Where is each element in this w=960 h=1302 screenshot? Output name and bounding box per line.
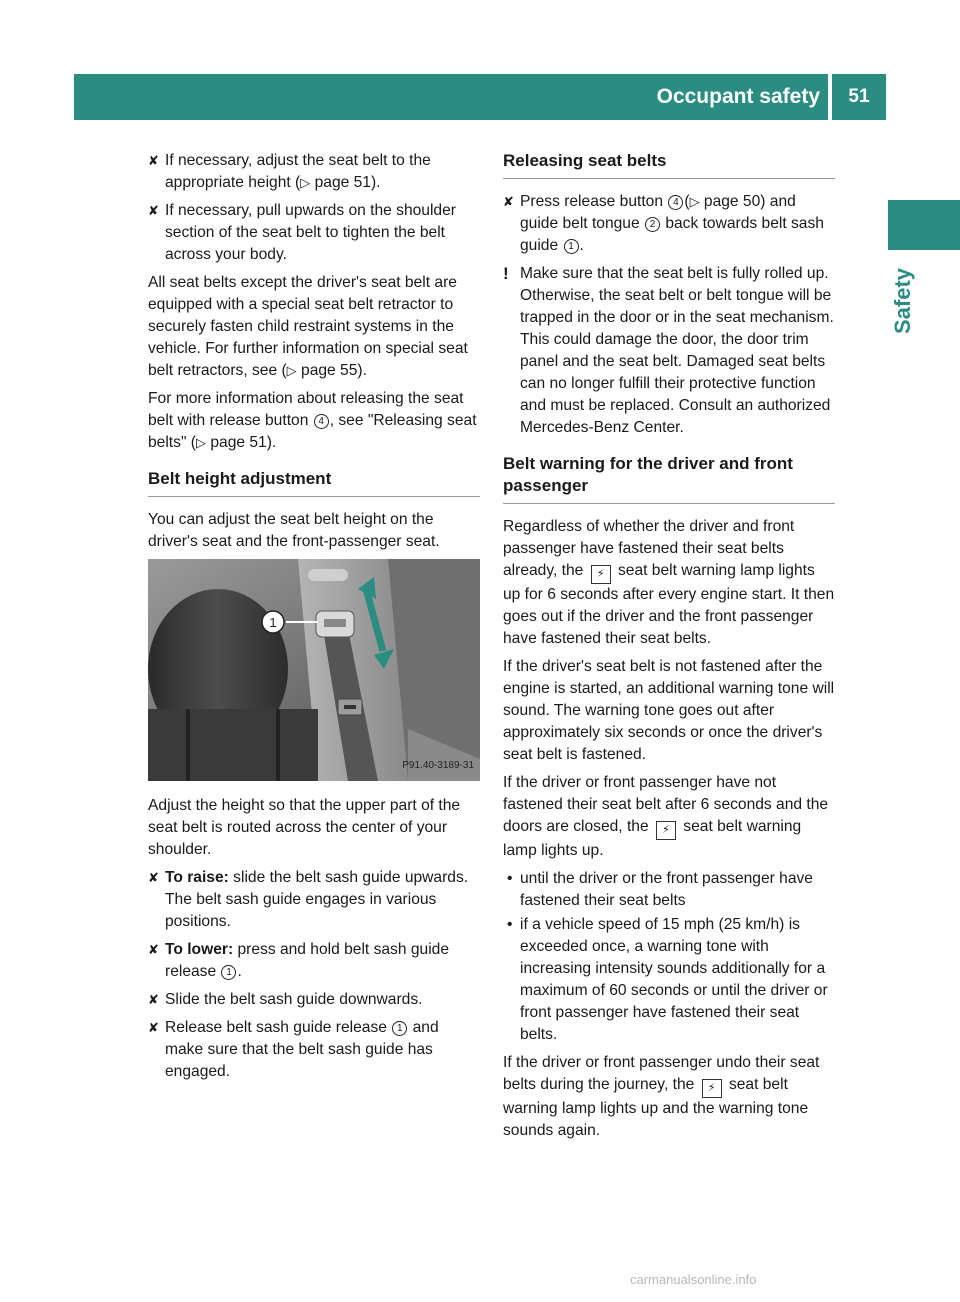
callout-number: 2 bbox=[645, 217, 660, 232]
callout-number: 1 bbox=[564, 239, 579, 254]
list-item: • if a vehicle speed of 15 mph (25 km/h) is exceeded once, a warning tone with increasing intensity sounds additionally for a maximum of 60 seconds or until the driver or front passenger have fastened their seat belts. bbox=[507, 916, 828, 1043]
paragraph: If the driver or front passenger have not fastened their seat belt after 6 seconds and the doors are closed, the ⚡ seat belt warning lamp lights up. bbox=[503, 774, 829, 859]
step-arrow-icon: ✘ bbox=[148, 1020, 159, 1035]
warning-icon: ! bbox=[503, 264, 509, 283]
footer-watermark: carmanualsonline.info bbox=[630, 1272, 757, 1287]
figure-callout-label: 1 bbox=[269, 615, 277, 630]
figure-code: P91.40-3189-31 bbox=[402, 760, 474, 771]
side-tab-marker bbox=[888, 200, 960, 250]
step-arrow-icon: ✘ bbox=[148, 153, 159, 168]
page-ref-arrow-icon: ▷ bbox=[689, 194, 700, 209]
page-number: 51 bbox=[832, 74, 886, 120]
page-ref-link[interactable]: page 50 bbox=[703, 193, 761, 210]
bullet-icon: • bbox=[507, 870, 513, 887]
step-arrow-icon: ✘ bbox=[148, 203, 159, 218]
page-ref-link[interactable]: page 51 bbox=[314, 174, 371, 191]
page-ref-arrow-icon: ▷ bbox=[286, 363, 297, 378]
list-item: • until the driver or the front passenger have fastened their seat belts bbox=[507, 870, 813, 909]
step-arrow-icon: ✘ bbox=[503, 194, 514, 209]
step-item: ✘ Press release button 4 (▷ page 50) and guide belt tongue 2 back towards belt sash guide 1 . bbox=[503, 193, 824, 254]
step-item: ✘ If necessary, pull upwards on the shoulder section of the seat belt to tighten the belt across your body. bbox=[148, 202, 456, 263]
paragraph: Regardless of whether the driver and front passenger have fastened their seat belts already, the ⚡ seat belt warning lamp lights up for 6 seconds after every engine start. It then goes out if the driver and the front passenger have fastened their seat belts. bbox=[503, 518, 835, 647]
seatbelt-warning-lamp-icon: ⚡ bbox=[656, 821, 676, 840]
step-item: ✘ If necessary, adjust the seat belt to the appropriate height (▷ page 51). bbox=[148, 152, 431, 191]
page-ref-arrow-icon: ▷ bbox=[196, 435, 206, 450]
side-tab-label: Safety bbox=[890, 267, 916, 335]
paragraph: If the driver's seat belt is not fastened after the engine is started, an additional warning tone will sound. The warning tone goes out after approximately six seconds or once the driver's seat belt is fastened. bbox=[503, 658, 835, 763]
step-item: ✘ Release belt sash guide release 1 and make sure that the belt sash guide has engaged. bbox=[148, 1019, 439, 1080]
right-column bbox=[503, 150, 835, 1148]
step-arrow-icon: ✘ bbox=[148, 870, 159, 885]
step-item: ✘ To raise: slide the belt sash guide upwards. The belt sash guide engages in various positions. bbox=[148, 869, 469, 930]
left-column bbox=[148, 150, 480, 1089]
step-item: ✘ To lower: press and hold belt sash guide release 1 . bbox=[148, 941, 450, 980]
seatbelt-warning-lamp-icon: ⚡ bbox=[702, 1079, 722, 1098]
side-tab bbox=[886, 258, 916, 338]
step-arrow-icon: ✘ bbox=[148, 992, 159, 1007]
bullet-icon: • bbox=[507, 916, 513, 933]
step-item: ✘ Slide the belt sash guide downwards. bbox=[148, 989, 480, 1011]
page-section-title: Occupant safety bbox=[656, 85, 820, 108]
belt-figure-drawing bbox=[148, 559, 480, 781]
step-arrow-icon: ✘ bbox=[148, 942, 159, 957]
paragraph: You can adjust the seat belt height on the driver's seat and the front-passenger seat. bbox=[148, 511, 440, 550]
paragraph: If the driver or front passenger undo their seat belts during the journey, the ⚡ seat belt warning lamp lights up and the warning tone sounds again. bbox=[503, 1054, 820, 1139]
page-ref-link[interactable]: page 51 bbox=[210, 434, 267, 451]
callout-number: 4 bbox=[668, 195, 683, 210]
callout-number: 1 bbox=[392, 1021, 407, 1036]
seatbelt-warning-lamp-icon: ⚡ bbox=[591, 565, 611, 584]
belt-figure-image bbox=[148, 559, 480, 781]
page-ref-arrow-icon: ▷ bbox=[300, 175, 311, 190]
paragraph: All seat belts except the driver's seat belt are equipped with a special seat belt retractor to securely fasten child restraint systems in the vehicle. For further information on special seat belt retractors, see (▷ page 55). bbox=[148, 274, 468, 379]
page-ref-link[interactable]: page 55 bbox=[301, 362, 358, 379]
callout-number: 4 bbox=[314, 414, 329, 429]
warning-note: ! Make sure that the seat belt is fully rolled up. Otherwise, the seat belt or belt tongue will be trapped in the door or in the seat mechanism. This could damage the door, the door trim panel and the seat belt. Damaged seat belts can no longer fulfill their protective function and must be replaced. Consult an authorized Mercedes-Benz Center. bbox=[503, 264, 834, 436]
section-heading: Belt height adjustment bbox=[148, 468, 480, 497]
section-heading: Belt warning for the driver and front passenger bbox=[503, 453, 835, 504]
callout-number: 1 bbox=[221, 965, 236, 980]
paragraph: Adjust the height so that the upper part of the seat belt is routed across the center of your shoulder. bbox=[148, 797, 461, 858]
section-heading: Releasing seat belts bbox=[503, 150, 835, 179]
paragraph: For more information about releasing the seat belt with release button 4 , see "Releasing seat belts" (▷ page 51). bbox=[148, 390, 477, 451]
